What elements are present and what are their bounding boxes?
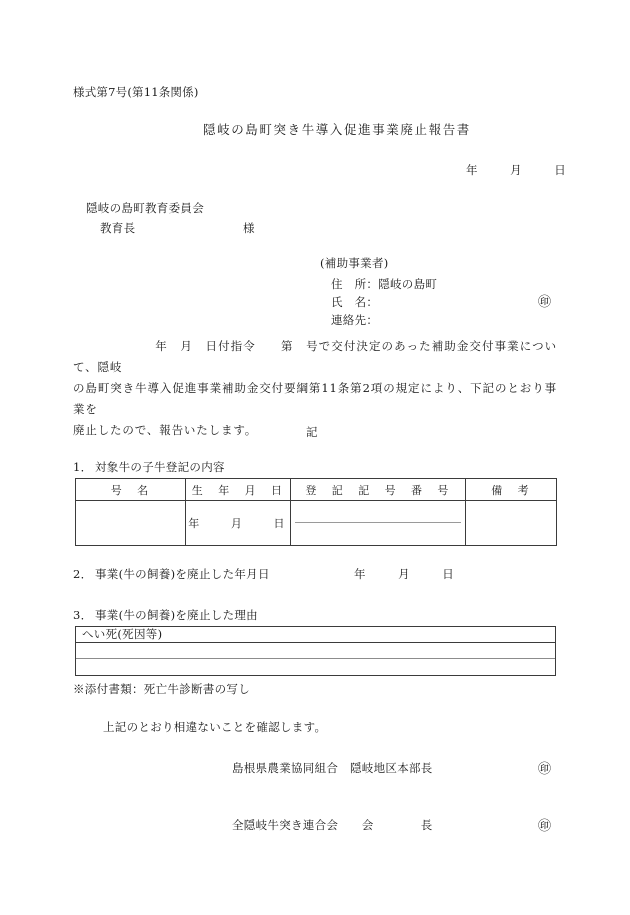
column-header-registration-number: 登 記 記 号 番 号 (291, 479, 466, 501)
reason-box (75, 626, 556, 676)
cell-remarks[interactable] (466, 501, 557, 546)
signatory-organization-2: 全隠岐牛突き連合会 会 長 (232, 818, 433, 832)
document-title: 隠岐の島町突き牛導入促進事業廃止報告書 (203, 122, 471, 137)
signatory-organization-1: 島根県農業協同組合 隠岐地区本部長 (232, 761, 433, 775)
applicant-name: 氏 名： (331, 295, 379, 309)
cell-registration-upper[interactable] (291, 501, 465, 522)
confirmation-statement: 上記のとおり相違ないことを確認します。 (103, 720, 327, 734)
body-line-2: の島町突き牛導入促進事業補助金交付要綱第11条第2項の規定により、下記のとおり事業を (73, 381, 557, 416)
body-line-1: 年 月 日付指令 第 号で交付決定のあった補助金交付事業について、隠岐 (73, 339, 557, 374)
reason-row-3[interactable] (76, 659, 555, 675)
seal-icon-signatory-1: ㊞ (538, 762, 552, 777)
header-date-line: 年 月 日 (466, 163, 569, 177)
reason-row-2[interactable] (76, 643, 555, 659)
section1-number: 1． (73, 460, 93, 474)
cell-birthdate[interactable]: 年 月 日 (186, 501, 291, 546)
seal-icon-signatory-2: ㊞ (538, 819, 552, 834)
section3-heading: 事業(牛の飼養)を廃止した理由 (95, 608, 258, 622)
section1-heading: 対象牛の子牛登記の内容 (95, 460, 225, 474)
column-header-birthdate: 生 年 月 日 (186, 479, 291, 501)
table-row (76, 501, 557, 546)
reason-row-1[interactable]: へい死(死因等) (76, 627, 555, 643)
column-header-name: 号 名 (76, 479, 186, 501)
section2-date[interactable]: 年 月 日 (354, 567, 457, 581)
section3-number: 3． (73, 608, 93, 622)
addressee-honorific: 様 (243, 221, 255, 235)
addressee-organization: 隠岐の島町教育委員会 (86, 201, 204, 215)
applicant-address: 住 所：隠岐の島町 (331, 277, 438, 291)
body-line-3: 廃止したので、報告いたします。 (73, 423, 258, 437)
registration-divider-line (295, 522, 461, 523)
applicant-heading: (補助事業者) (320, 256, 389, 270)
applicant-contact: 連絡先： (331, 313, 379, 327)
cell-registration-number (291, 501, 466, 546)
registration-split-wrapper (291, 501, 465, 545)
cell-registration-lower[interactable] (291, 522, 465, 544)
addressee-title: 教育長 (100, 221, 136, 235)
form-number: 様式第7号(第11条関係) (73, 85, 199, 99)
section2-number: 2． (73, 567, 93, 581)
cell-name[interactable] (76, 501, 186, 546)
column-header-remarks: 備 考 (466, 479, 557, 501)
attachment-note: ※添付書類：死亡牛診断書の写し (73, 682, 250, 696)
section2-heading: 事業(牛の飼養)を廃止した年月日 (95, 567, 270, 581)
seal-icon-applicant-name: ㊞ (538, 295, 552, 310)
ki-heading: 記 (306, 425, 318, 439)
table-header-row (76, 479, 557, 501)
calf-registration-table (75, 478, 557, 546)
